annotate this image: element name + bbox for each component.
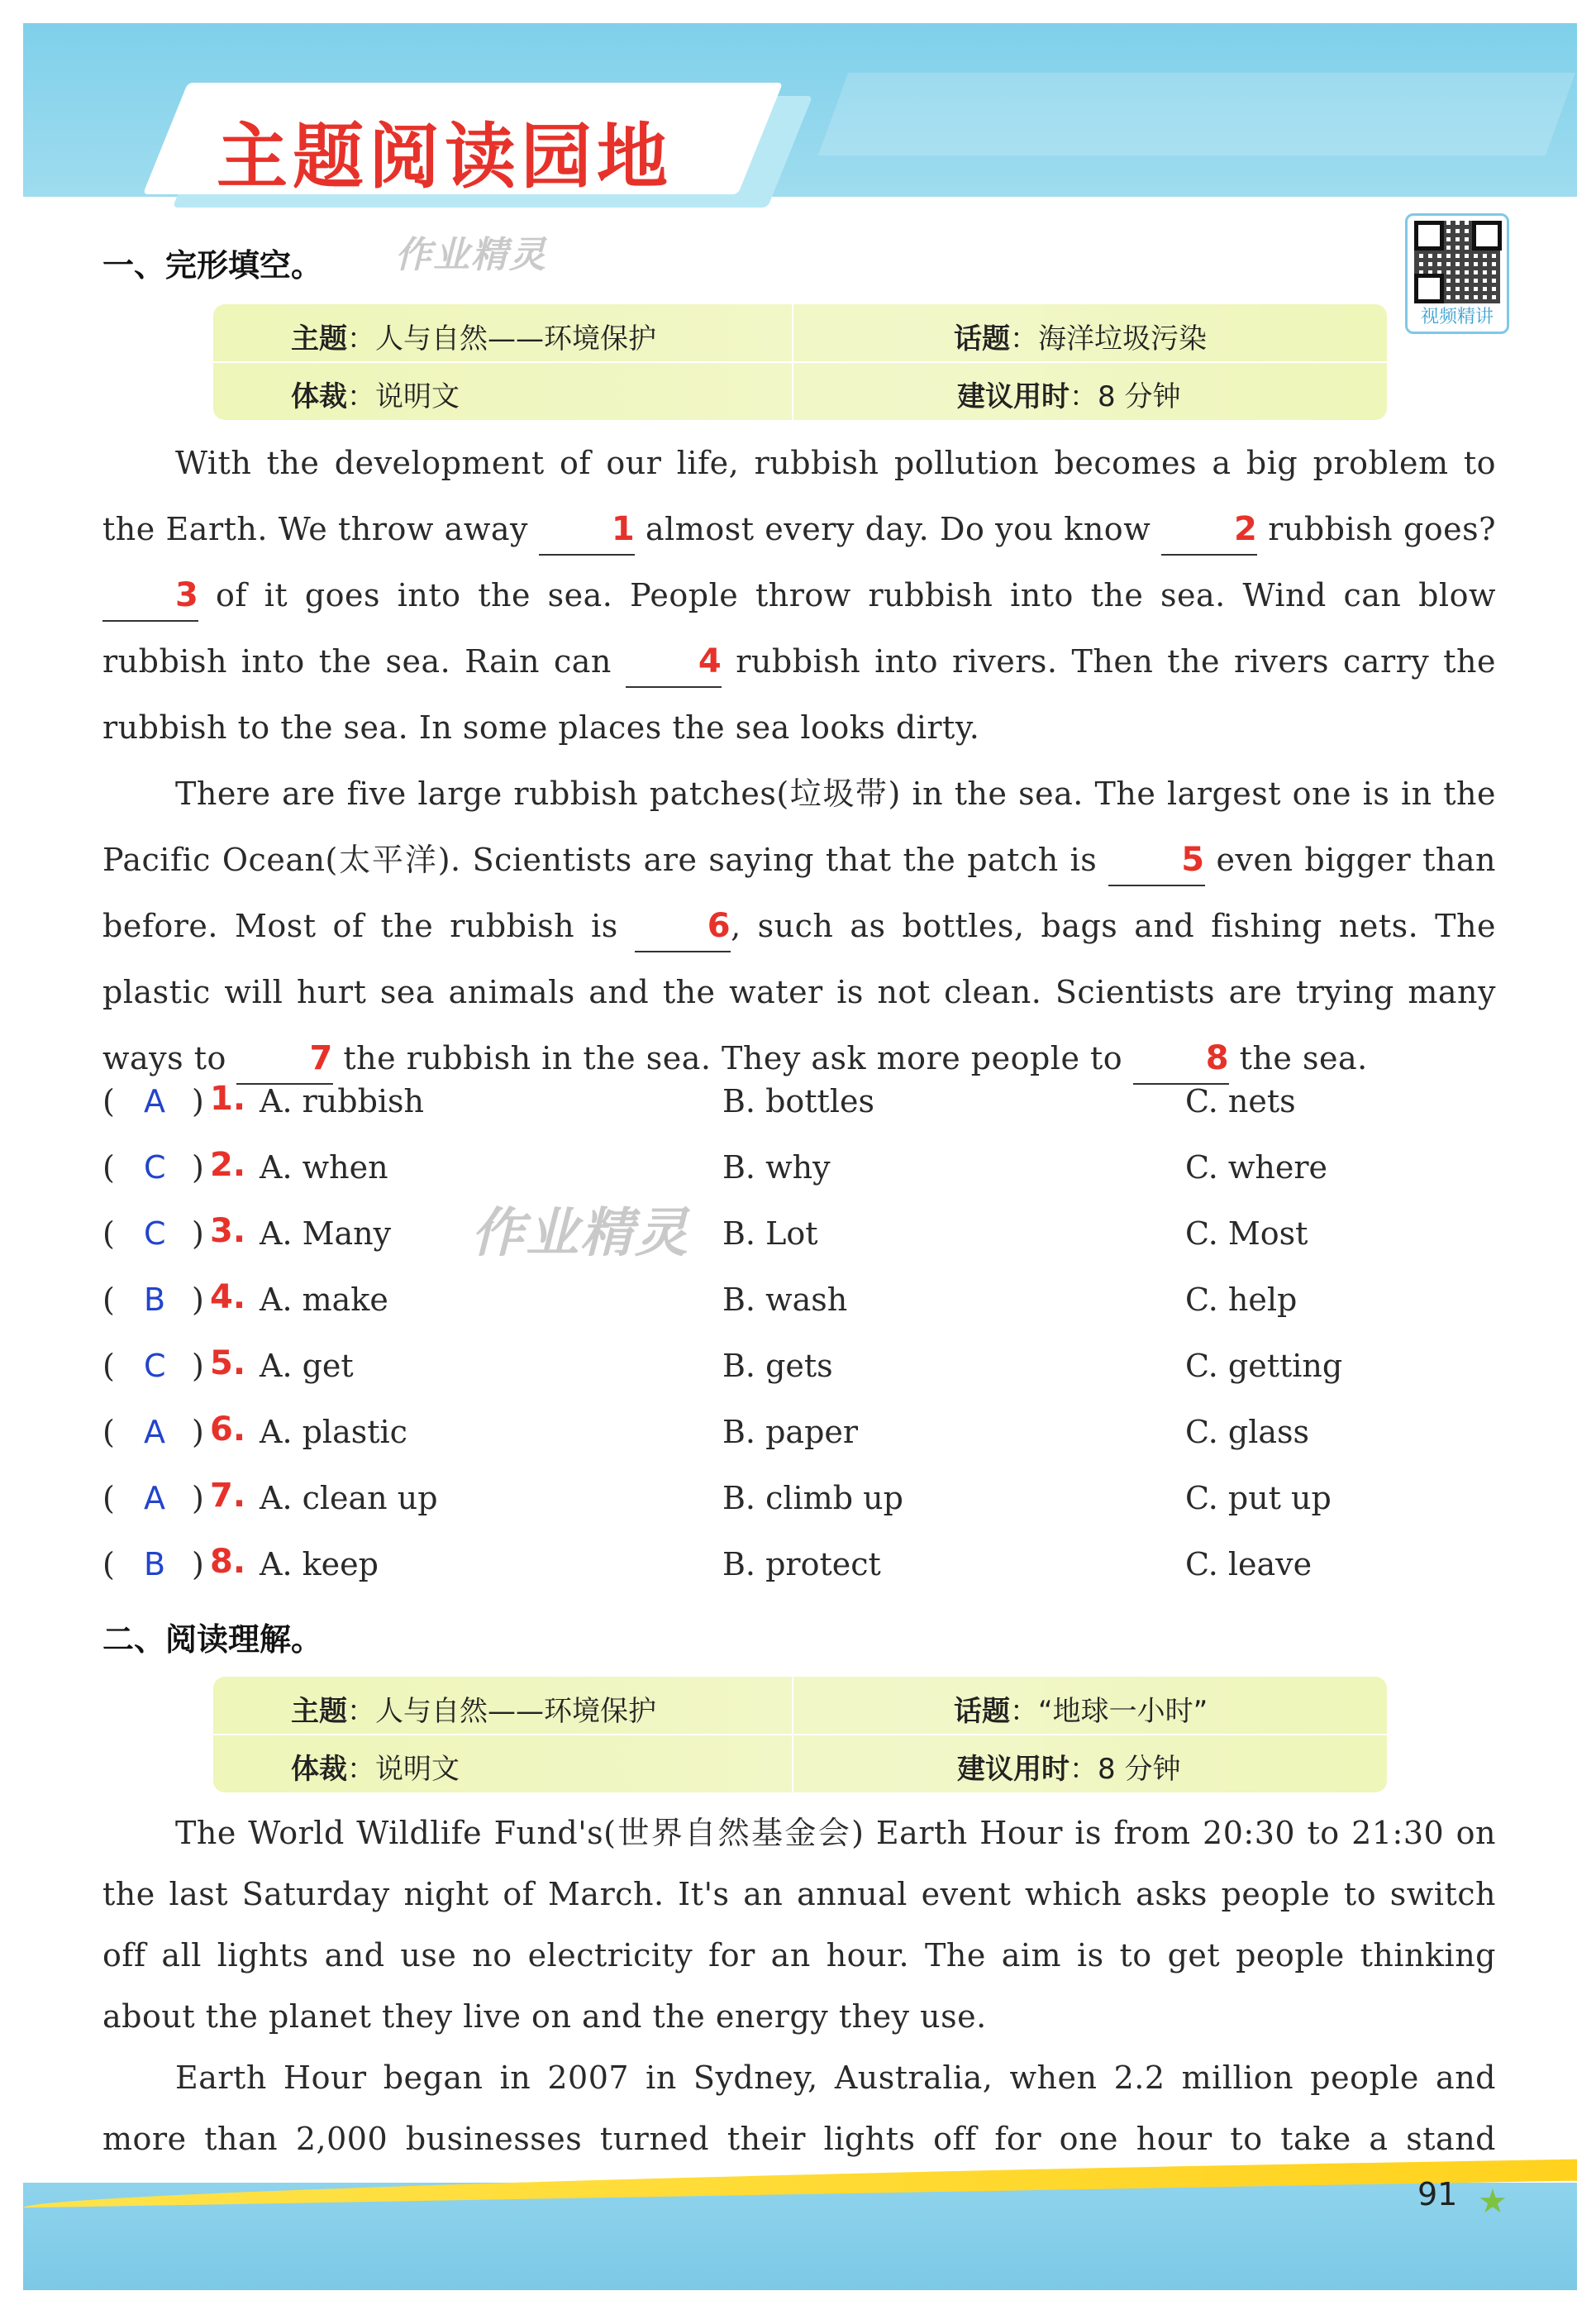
paren-open: ( xyxy=(102,1149,115,1186)
option-b[interactable]: B. bottles xyxy=(722,1083,874,1119)
question-number: 7. xyxy=(210,1477,246,1515)
paren-close: ) xyxy=(192,1215,204,1252)
question-row[interactable] xyxy=(102,1278,1496,1331)
info-topic: 话题：“地球一小时” xyxy=(954,1695,1208,1728)
paren-open: ( xyxy=(102,1480,115,1516)
question-row[interactable] xyxy=(102,1146,1496,1199)
question-number: 8. xyxy=(210,1543,246,1581)
blank-1[interactable]: 1 xyxy=(539,504,635,556)
info-divider xyxy=(792,304,793,420)
option-b[interactable]: B. protect xyxy=(722,1546,881,1582)
question-row[interactable] xyxy=(102,1344,1496,1397)
answer-choice[interactable]: C xyxy=(144,1149,166,1186)
question-number: 3. xyxy=(210,1212,246,1250)
page-number: 91 xyxy=(1417,2176,1458,2212)
question-number: 2. xyxy=(210,1146,246,1184)
paren-close: ) xyxy=(192,1083,204,1119)
option-a[interactable]: A. rubbish xyxy=(260,1083,425,1119)
qr-finder-icon xyxy=(1472,221,1502,251)
qr-finder-icon xyxy=(1414,221,1444,251)
question-row[interactable] xyxy=(102,1212,1496,1265)
option-a[interactable]: A. make xyxy=(260,1281,388,1318)
blank-3[interactable]: 3 xyxy=(102,570,198,622)
paren-open: ( xyxy=(102,1414,115,1450)
reading-paragraph-1: The World Wildlife Fund's(世界自然基金会) Earth Hour is from 20:30 to 21:30 on the last Saturday night of March. It's an annual event which asks people to switch off all lights and use no electricity for an hour. The aim is to get people thinking about the planet they live on and the energy they use. xyxy=(102,1815,1496,2035)
answer-choice[interactable]: A xyxy=(144,1480,165,1516)
answer-choice[interactable]: A xyxy=(144,1083,165,1119)
paren-open: ( xyxy=(102,1348,115,1384)
option-c[interactable]: C. getting xyxy=(1185,1348,1343,1384)
info-box-reading xyxy=(213,1677,1387,1792)
paren-open: ( xyxy=(102,1083,115,1119)
info-divider xyxy=(213,361,1387,363)
option-a[interactable]: A. plastic xyxy=(260,1414,407,1450)
option-a[interactable]: A. Many xyxy=(260,1215,392,1252)
cloze-paragraph-2: There are five large rubbish patches(垃圾带) in the sea. The largest one is in the Pacific Ocean(太平洋). Scientists are saying that the patch is 5 even bigger than before. Most of the rubbish is 6, such as bottles, bags and fishing nets. The plastic will hurt sea animals and the water is not clean. Scientists are trying many ways to 7 the rubbish in the sea. They ask more people to 8 the sea. xyxy=(102,761,1496,1091)
question-row[interactable] xyxy=(102,1080,1496,1133)
option-b[interactable]: B. gets xyxy=(722,1348,833,1384)
paren-close: ) xyxy=(192,1546,204,1582)
option-b[interactable]: B. paper xyxy=(722,1414,859,1450)
option-b[interactable]: B. why xyxy=(722,1149,831,1186)
blank-2[interactable]: 2 xyxy=(1161,504,1257,556)
paren-open: ( xyxy=(102,1281,115,1318)
paren-close: ) xyxy=(192,1281,204,1318)
answer-choice[interactable]: B xyxy=(144,1546,166,1582)
paren-close: ) xyxy=(192,1480,204,1516)
option-c[interactable]: C. glass xyxy=(1185,1414,1310,1450)
banner-decoration xyxy=(818,73,1575,155)
option-b[interactable]: B. wash xyxy=(722,1281,848,1318)
question-number: 4. xyxy=(210,1278,246,1316)
watermark-logo: 作业精灵 xyxy=(471,1203,689,1264)
option-c[interactable]: C. leave xyxy=(1185,1546,1313,1582)
option-b[interactable]: B. Lot xyxy=(722,1215,818,1252)
info-theme: 主题：人与自然——环境保护 xyxy=(291,322,656,356)
blank-5[interactable]: 5 xyxy=(1108,835,1204,886)
qr-label: 视频精讲 xyxy=(1420,307,1494,327)
option-c[interactable]: C. Most xyxy=(1185,1215,1308,1252)
info-time: 建议用时：8 分钟 xyxy=(957,1753,1181,1786)
qr-finder-icon xyxy=(1414,274,1444,303)
info-divider xyxy=(792,1677,793,1792)
option-b[interactable]: B. climb up xyxy=(722,1480,903,1516)
info-theme: 主题：人与自然——环境保护 xyxy=(291,1695,656,1728)
question-number: 1. xyxy=(210,1080,246,1118)
info-genre: 体裁：说明文 xyxy=(291,1753,460,1786)
blank-7[interactable]: 7 xyxy=(236,1033,332,1085)
question-number: 6. xyxy=(210,1410,246,1449)
paren-open: ( xyxy=(102,1215,115,1252)
info-time: 建议用时：8 分钟 xyxy=(957,380,1181,413)
option-c[interactable]: C. put up xyxy=(1185,1480,1332,1516)
option-c[interactable]: C. help xyxy=(1185,1281,1298,1318)
paren-close: ) xyxy=(192,1149,204,1186)
answer-choice[interactable]: C xyxy=(144,1348,166,1384)
paren-open: ( xyxy=(102,1546,115,1582)
page-title: 主题阅读园地 xyxy=(217,116,673,198)
blank-6[interactable]: 6 xyxy=(635,901,731,952)
paren-close: ) xyxy=(192,1348,204,1384)
option-c[interactable]: C. where xyxy=(1185,1149,1328,1186)
question-row[interactable] xyxy=(102,1410,1496,1463)
answer-choice[interactable]: C xyxy=(144,1215,166,1252)
answer-choice[interactable]: A xyxy=(144,1414,165,1450)
blank-8[interactable]: 8 xyxy=(1133,1033,1229,1085)
info-divider xyxy=(213,1734,1387,1735)
star-icon: ★ xyxy=(1478,2183,1508,2221)
answer-choice[interactable]: B xyxy=(144,1281,166,1318)
option-a[interactable]: A. when xyxy=(260,1149,388,1186)
option-a[interactable]: A. clean up xyxy=(260,1480,438,1516)
question-row[interactable] xyxy=(102,1543,1496,1596)
info-topic: 话题：海洋垃圾污染 xyxy=(954,322,1207,356)
question-number: 5. xyxy=(210,1344,246,1382)
option-a[interactable]: A. keep xyxy=(260,1546,379,1582)
info-genre: 体裁：说明文 xyxy=(291,380,460,413)
qr-code[interactable] xyxy=(1405,213,1509,334)
section-heading-cloze: 一、完形填空。 xyxy=(102,247,323,284)
option-a[interactable]: A. get xyxy=(260,1348,354,1384)
question-row[interactable] xyxy=(102,1477,1496,1530)
blank-4[interactable]: 4 xyxy=(626,637,722,688)
watermark-logo: 作业精灵 xyxy=(395,234,547,276)
reading-paragraph-2: Earth Hour began in 2007 in Sydney, Australia, when 2.2 million people and more than 2,000 businesses turned their lights off for one hour to take a stand xyxy=(102,2059,1496,2157)
info-box-cloze xyxy=(213,304,1387,420)
cloze-paragraph-1: With the development of our life, rubbish pollution becomes a big problem to the Earth. We throw away 1 almost every day. Do you know 2 rubbish goes? 3 of it goes into the sea. People throw rubbish into the sea. Wind can blow rubbish into the sea. Rain can 4 rubbish into rivers. Then the rivers carry the rubbish to the sea. In some places the sea looks dirty. xyxy=(102,445,1497,746)
section-heading-reading: 二、阅读理解。 xyxy=(102,1621,323,1658)
paren-close: ) xyxy=(192,1414,204,1450)
option-c[interactable]: C. nets xyxy=(1185,1083,1296,1119)
